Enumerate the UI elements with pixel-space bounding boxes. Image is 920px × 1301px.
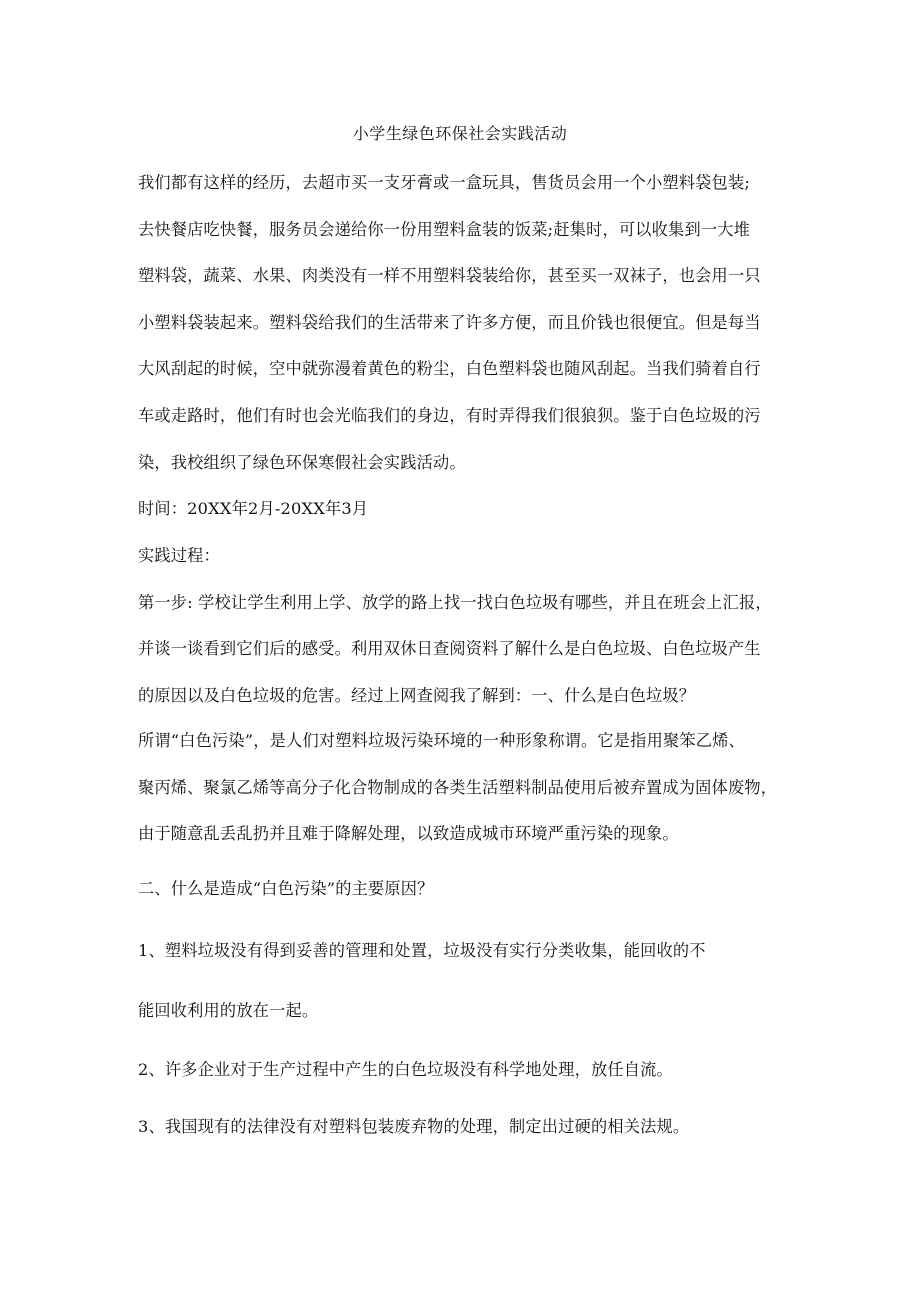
list-item: 2、许多企业对于生产过程中产生的白色垃圾没有科学地处理，放任自流。 [138, 1060, 673, 1079]
time-line: 时间：20XX年2月-20XX年3月 [138, 499, 369, 518]
paragraph-line: 的原因以及白色垃圾的危害。经过上网查阅我了解到：一、什么是白色垃圾？ [138, 686, 696, 705]
paragraph-line: 由于随意乱丢乱扔并且难于降解处理，以致造成城市环境严重污染的现象。 [138, 824, 679, 843]
paragraph-line: 染，我校组织了绿色环保寒假社会实践活动。 [138, 453, 466, 472]
list-item-continuation: 能回收利用的放在一起。 [138, 1001, 319, 1020]
paragraph-line: 去快餐店吃快餐，服务员会递给你一份用塑料盒装的饭菜;赶集时，可以收集到一大堆 [138, 220, 750, 239]
paragraph-line: 第一步: 学校让学生利用上学、放学的路上找一找白色垃圾有哪些，并且在班会上汇报， [138, 593, 772, 612]
paragraph-line: 小塑料袋装起来。塑料袋给我们的生活带来了许多方便，而且价钱也很便宜。但是每当 [138, 313, 761, 332]
paragraph-line: 大风刮起的时候，空中就弥漫着黄色的粉尘，白色塑料袋也随风刮起。当我们骑着自行 [138, 359, 761, 378]
section-heading: 二、什么是造成“白色污染”的主要原因？ [138, 879, 434, 898]
document-title: 小学生绿色环保社会实践活动 [352, 124, 568, 143]
paragraph-line: 聚丙烯、聚氯乙烯等高分子化合物制成的各类生活塑料制品使用后被弃置成为固体废物， [138, 778, 778, 797]
paragraph-line: 并谈一谈看到它们后的感受。利用双休日查阅资料了解什么是白色垃圾、白色垃圾产生 [138, 639, 761, 658]
list-item: 3、我国现有的法律没有对塑料包装废弃物的处理，制定出过硬的相关法规。 [138, 1117, 690, 1136]
paragraph-line: 车或走路时，他们有时也会光临我们的身边，有时弄得我们很狼狈。鉴于白色垃圾的污 [138, 406, 761, 425]
process-heading: 实践过程： [138, 546, 220, 565]
list-item: 1、塑料垃圾没有得到妥善的管理和处置，垃圾没有实行分类收集，能回收的不 [138, 941, 706, 960]
paragraph-line: 我们都有这样的经历，去超市买一支牙膏或一盒玩具，售货员会用一个小塑料袋包装; [138, 173, 750, 192]
paragraph-line: 塑料袋，蔬菜、水果、肉类没有一样不用塑料袋装给你，甚至买一双袜子，也会用一只 [138, 266, 761, 285]
paragraph-line: 所谓“白色污染”，是人们对塑料垃圾污染环境的一种形象称谓。它是指用聚笨乙烯、 [138, 731, 745, 750]
